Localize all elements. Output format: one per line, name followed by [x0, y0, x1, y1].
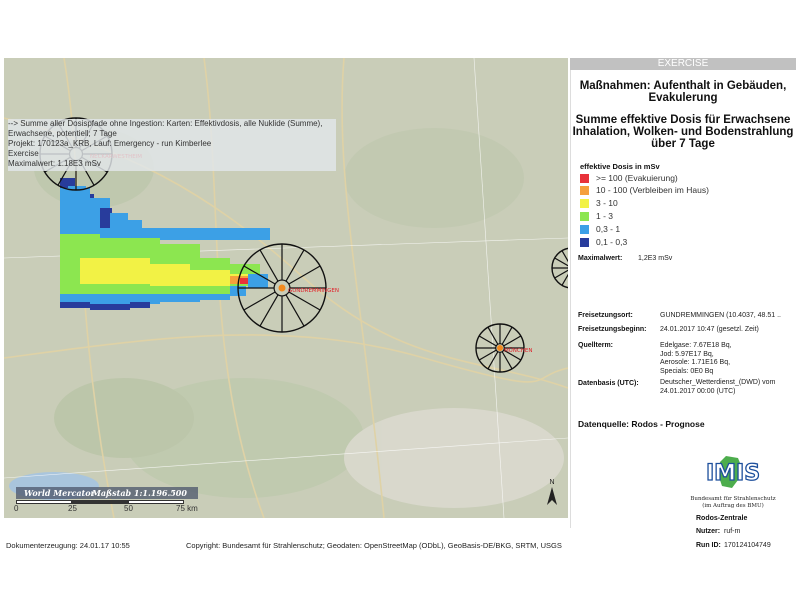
info-line: Projekt: 170123a_KRB, Lauf: Emergency - run Kimberlee [8, 139, 212, 148]
plume-cell [150, 264, 190, 286]
logo-text: IMIS [705, 461, 761, 486]
plume-cell [60, 302, 90, 308]
legend-panel: EXERCISE Maßnahmen: Aufenthalt in Gebäuden, Evakulerung Summe effektive Dosis für Erwachsene Inhalation, Wolken- und Bodenstrahlung über 7 Tage effektive Dosis in mSv >= 100 (Evakuierung) 10 - 100 (Verbleiben im Haus) 3 - 10 1 - 3 0,3 - 1 0,1 - 0,3 Maximalwert: 1,2E3 mSv Freisetzungsort: GUNDREMMINGEN (10.4037, 48.51 .. Freisetzungsbeginn: 24.01.2017 10:47 (gesetzl. Zeit) Quellterm: Edelgase: 7.67E18 Bq, Jod: 5.97E17 Bq, Aerosole: 1.71E16 Bq, Specials: 0E0 Bq Datenbasis (UTC): Deutscher_Wetterdienst_(DWD) vom 24.01.2017 00:00 (UTC) Datenquelle: Rodos - Prognose IMIS Bundesamt für Strahlenschutz (im Auftrag des BMU) Rodos-Zentrale [570, 58, 796, 528]
user-value: ruf-m [724, 528, 741, 535]
north-label: N [549, 479, 555, 486]
run-id-value: 170124104749 [724, 542, 771, 549]
info-line: --> Summe aller Dosispfade ohne Ingestion: Karten: Effektivdosis, alle Nuklide (Summe), [8, 119, 323, 128]
info-line: Exercise [8, 149, 39, 158]
data-basis-line: 24.01.2017 00:00 (UTC) [660, 387, 736, 395]
site-label: MÜNCHEN [504, 348, 533, 354]
max-value-label: Maximalwert: [578, 255, 623, 262]
plume-cell [60, 188, 90, 228]
plume-cell [248, 274, 268, 288]
rodos-centre: Rodos-Zentrale [696, 515, 748, 522]
scale-bar [16, 500, 206, 514]
legend-swatch [580, 238, 589, 247]
map-info-box [8, 119, 336, 171]
legend-swatch [580, 225, 589, 234]
imis-logo [688, 454, 778, 508]
scale-segment [72, 500, 128, 504]
dose-heading: über 7 Tage [651, 138, 715, 150]
plant-marker [497, 345, 503, 351]
projection-box [16, 487, 198, 499]
source-term-line: Edelgase: 7.67E18 Bq, [660, 342, 732, 349]
source-term-line: Aerosole: 1.71E16 Bq, [660, 359, 731, 366]
plume-cell [90, 304, 130, 310]
legend-swatch [580, 199, 589, 208]
run-id-label: Run ID: [696, 542, 721, 549]
release-start-label: Freisetzungsbeginn: [578, 326, 647, 333]
north-arrow [544, 479, 560, 515]
max-value: 1,2E3 mSv [638, 255, 673, 262]
legend-swatch [580, 212, 589, 221]
north-arrow-icon [544, 487, 560, 507]
legend-swatch [580, 186, 589, 195]
scale-tick: 50 [124, 504, 133, 513]
release-start-value: 24.01.2017 10:47 (gesetzl. Zeit) [660, 326, 759, 333]
projection-label: World Mercator [24, 488, 95, 498]
imis-logo-graphic [688, 454, 778, 490]
release-site-label: Freisetzungsort: [578, 312, 633, 319]
data-basis-line: Deutscher_Wetterdienst_(DWD) vom [660, 379, 776, 386]
user-label: Nutzer: [696, 528, 721, 535]
plant-marker [279, 285, 286, 292]
scale-tick: 75 km [176, 504, 198, 513]
scale-segment [16, 500, 72, 504]
info-line: Erwachsene, potentiell; 7 Tage [8, 129, 117, 138]
dose-heading: Inhalation, Wolken- und Bodenstrahlung [572, 126, 794, 138]
copyright: Copyright: Bundesamt für Strahlenschutz; Geodaten: OpenStreetMap (ODbL), GeoBasis-DE/BKG, SRTM, USGS [186, 541, 562, 550]
plume-cell [80, 258, 150, 284]
plume-cell [160, 294, 200, 302]
scale-label: Maßstab 1:1.196.500 [92, 488, 187, 498]
source-term-line: Specials: 0E0 Bq [660, 367, 714, 375]
plume-cell [130, 302, 150, 308]
exercise-banner: EXERCISE [570, 58, 796, 70]
legend-title: effektive Dosis in mSv [580, 162, 660, 171]
info-line: Maximalwert: 1.18E3 mSv [8, 159, 101, 168]
source-term-label: Quellterm: [578, 342, 614, 349]
data-source: Datenquelle: Rodos - Prognose [578, 419, 705, 429]
source-term-line: Jod: 5.97E17 Bq, [660, 350, 714, 358]
measures-heading: Evakulerung [648, 92, 718, 104]
document-created: Dokumenterzeugung: 24.01.17 10:55 [6, 541, 130, 550]
measures-heading: Maßnahmen: Aufenthalt in Gebäuden, [579, 80, 787, 92]
dose-map[interactable] [4, 58, 568, 518]
site-label: GUNDREMMINGEN [288, 288, 340, 294]
scale-tick: 0 [14, 504, 19, 513]
dose-heading: Summe effektive Dosis für Erwachsene [575, 114, 791, 126]
legend-swatch [580, 174, 589, 183]
logo-subtitle: Bundesamt für Strahlenschutz [690, 496, 776, 502]
data-basis-label: Datenbasis (UTC): [578, 380, 639, 387]
scale-tick: 25 [68, 504, 77, 513]
plume-cell [200, 294, 230, 300]
logo-subtitle: (im Auftrag des BMU) [702, 503, 764, 509]
release-site-value: GUNDREMMINGEN (10.4037, 48.51 .. [660, 312, 781, 319]
